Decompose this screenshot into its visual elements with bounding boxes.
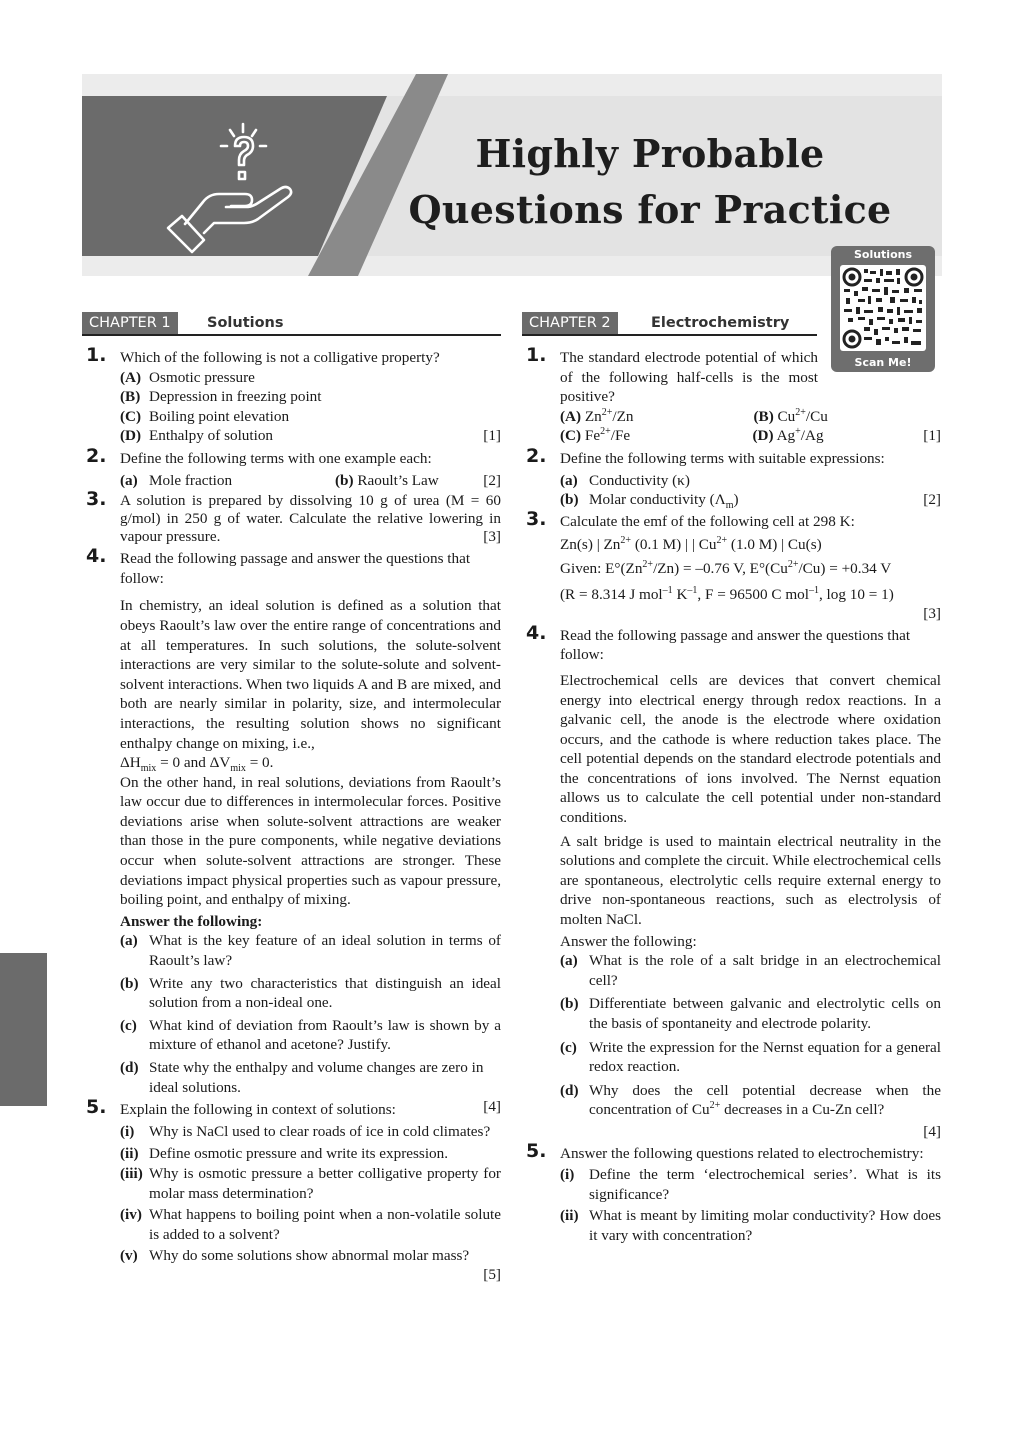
term-b xyxy=(335,471,439,491)
term-text: ) xyxy=(733,491,739,509)
text-part: /Cu) = +0.34 V xyxy=(798,559,892,577)
question-number: 2. xyxy=(526,444,547,467)
qr-label-top: Solutions xyxy=(853,248,913,261)
sub-question-b xyxy=(120,974,501,1013)
sub-label: (a) xyxy=(560,952,578,970)
passage-paragraph-1: In chemistry, an ideal solution is defined as a solution that obeys Raoult’s law over the entire range of concentrations and at all temperatures. In such solutions, the solute-solvent interactions are very similar to the solute-solute and solvent-solvent interactions. When two liquids A and B are mixed, and both are nearly similar in polarity, size, and intermolecular interactions, the resulting solution shows no significant enthalpy change on mixing, i.e., xyxy=(120,597,501,752)
question-text: A solution is prepared by dissolving 10 g of urea (M = 60 g/mol) in 250 g of water. Calculate the relative lowering in vapour pressure. xyxy=(120,492,501,546)
option-d xyxy=(120,426,501,446)
sub-question-i xyxy=(120,1122,501,1142)
sub-text: Differentiate between galvanic and electrolytic cells on the basis of spontaneity and electrode polarity. xyxy=(589,995,941,1032)
superscript: + xyxy=(795,426,801,438)
sub-question-iii xyxy=(120,1164,501,1203)
superscript: –1 xyxy=(808,584,819,596)
sub-question-i xyxy=(560,1165,941,1204)
option-c xyxy=(560,426,749,446)
constants xyxy=(560,585,941,605)
option-text: /Zn xyxy=(612,407,634,425)
sub-text: What is the key feature of an ideal solution in terms of Raoult’s law? xyxy=(149,932,501,970)
chapter-2-name: Electrochemistry xyxy=(651,315,790,331)
superscript: 2+ xyxy=(787,558,799,570)
term-label: (b) xyxy=(335,471,354,489)
question-4 xyxy=(526,621,941,1142)
side-thumb-tab xyxy=(0,953,47,1106)
option-text: /Fe xyxy=(610,427,631,445)
sub-question-v xyxy=(120,1246,501,1284)
question-text: Define the following terms with one example each: xyxy=(120,449,432,467)
chapter-1-header xyxy=(82,312,501,336)
question-text: Read the following passage and answer the questions that follow: xyxy=(120,550,471,587)
option-label: (A) xyxy=(120,368,142,386)
option-label: (D) xyxy=(120,427,142,445)
sub-text: What happens to boiling point when a non-volatile solute is added to a solvent? xyxy=(149,1206,501,1243)
question-5 xyxy=(86,1096,501,1284)
question-number: 1. xyxy=(526,344,547,366)
question-text: Define the following terms with suitable expressions: xyxy=(560,449,885,467)
sub-text: Write any two characteristics that distinguish an ideal solution from a non-ideal one. xyxy=(149,974,501,1012)
chapter-1-questions xyxy=(86,344,501,1285)
sub-question-a xyxy=(560,951,941,990)
cell-notation xyxy=(560,535,941,555)
sub-text: State why the enthalpy and volume changes are zero in ideal solutions. xyxy=(149,1059,484,1096)
option-c xyxy=(120,407,501,427)
superscript: 2+ xyxy=(642,558,654,570)
option-b xyxy=(748,407,942,427)
sub-label: (iii) xyxy=(120,1164,143,1182)
sub-label: (d) xyxy=(560,1081,579,1099)
question-number: 5. xyxy=(86,1096,107,1119)
option-d xyxy=(749,426,942,446)
sub-question-d xyxy=(560,1081,941,1120)
sub-text: Write the expression for the Nernst equation for a general redox reaction. xyxy=(589,1038,941,1076)
text-part: (0.1 M) | | Cu xyxy=(631,536,717,554)
marks: [3] xyxy=(923,605,941,623)
chapter-2-header xyxy=(522,312,817,336)
sub-text: Define the term ‘electrochemical series’. What is its significance? xyxy=(589,1166,941,1203)
option-label: (B) xyxy=(120,388,141,406)
title-line-1: Highly Probable xyxy=(475,131,825,176)
option-label: (A) xyxy=(560,407,582,425)
sub-label: (a) xyxy=(120,932,138,950)
option-text: Ag xyxy=(776,427,796,445)
sub-label: (b) xyxy=(560,995,579,1013)
qr-label-bottom: Scan Me! xyxy=(854,356,912,369)
sub-text: What kind of deviation from Raoult’s law is shown by a mixture of ethanol and acetone? Justify. xyxy=(149,1016,501,1054)
subscript: m xyxy=(725,500,734,512)
text-part: /Zn) = –0.76 V, E°(Cu xyxy=(653,559,788,577)
sub-question-ii xyxy=(560,1206,941,1245)
question-2 xyxy=(526,444,941,512)
option-text: Depression in freezing point xyxy=(149,388,322,406)
question-1 xyxy=(526,344,941,446)
term-label: (a) xyxy=(560,471,578,489)
question-text: Which of the following is not a colligative property? xyxy=(120,349,440,366)
marks: [2] xyxy=(923,491,941,509)
marks: [2] xyxy=(483,471,501,489)
term-text: Mole fraction xyxy=(149,471,233,489)
term-a xyxy=(560,471,941,491)
options-row-2 xyxy=(560,426,941,446)
page-title xyxy=(400,126,900,238)
sub-label: (b) xyxy=(120,974,139,992)
term-b xyxy=(560,490,941,510)
term-text: Molar conductivity (Λ xyxy=(589,491,726,509)
term-text: Raoult’s Law xyxy=(357,471,439,489)
marks: [1] xyxy=(923,427,941,445)
chapter-1-name: Solutions xyxy=(207,315,284,331)
sub-text: Why is NaCl used to clear roads of ice in cold climates? xyxy=(149,1122,491,1140)
sub-label: (v) xyxy=(120,1247,138,1265)
options-row-1 xyxy=(560,407,941,427)
text-part: (1.0 M) | Cu(s) xyxy=(727,536,822,554)
text-part: , log 10 = 1) xyxy=(818,585,894,603)
option-label: (D) xyxy=(752,427,774,445)
sub-label: (c) xyxy=(120,1016,137,1034)
question-text: Read the following passage and answer the questions that follow: xyxy=(560,626,911,664)
sub-label: (ii) xyxy=(560,1207,579,1225)
answer-heading: Answer the following: xyxy=(120,912,263,930)
given-values xyxy=(560,559,941,579)
sub-text: Why is osmotic pressure a better colligative property for molar mass determination? xyxy=(149,1164,501,1202)
option-text: Zn xyxy=(584,407,602,425)
question-number: 1. xyxy=(86,344,107,366)
sub-question-iv xyxy=(120,1205,501,1244)
term-text: Conductivity (κ) xyxy=(589,471,690,489)
sub-label: (iv) xyxy=(120,1206,142,1224)
question-text: Calculate the emf of the following cell at 298 K: xyxy=(560,512,855,530)
option-text: Enthalpy of solution xyxy=(149,427,274,445)
title-line-2: Questions for Practice xyxy=(408,187,892,232)
superscript: 2+ xyxy=(601,406,613,418)
passage-equation xyxy=(120,753,501,773)
option-label: (C) xyxy=(560,427,582,445)
question-text: Answer the following questions related to electrochemistry: xyxy=(560,1144,924,1162)
passage-paragraph-2: A salt bridge is used to maintain electrical neutrality in the solutions and complete the circuit. While electrochemical cells are spontaneous, electrolytic cells require external energy to drive non-spontaneous reactions, such as electrolysis of molten NaCl. xyxy=(560,832,941,929)
eq-subscript: mix xyxy=(140,763,157,775)
option-text: /Ag xyxy=(800,427,824,445)
question-3 xyxy=(86,488,501,546)
chapter-1-number: CHAPTER 1 xyxy=(82,312,178,334)
qr-code-icon xyxy=(840,265,926,351)
question-number: 4. xyxy=(526,621,547,644)
question-text: Explain the following in context of solutions: xyxy=(120,1101,396,1119)
eq-part: ΔH xyxy=(120,754,141,772)
marks: [3] xyxy=(483,528,501,546)
eq-part: = 0 and ΔV xyxy=(156,754,231,772)
question-1 xyxy=(86,344,501,446)
chapter-2-questions xyxy=(526,344,941,1246)
sub-question-c xyxy=(560,1038,941,1077)
superscript: –1 xyxy=(687,584,698,596)
superscript: –1 xyxy=(662,584,673,596)
option-text: Fe xyxy=(584,427,601,445)
sub-question-c xyxy=(120,1016,501,1055)
eq-subscript: mix xyxy=(230,763,246,775)
marks: [5] xyxy=(483,1266,501,1284)
sub-label: (i) xyxy=(120,1122,135,1140)
option-b xyxy=(120,387,501,407)
question-text: The standard electrode potential of which of the following half-cells is the most positive? xyxy=(560,349,818,406)
sub-label: (i) xyxy=(560,1166,575,1184)
sub-text: Why do some solutions show abnormal molar mass? xyxy=(149,1247,470,1265)
marks: [4] xyxy=(483,1097,501,1115)
superscript: 2+ xyxy=(600,426,611,438)
superscript: 2+ xyxy=(620,535,632,547)
option-a xyxy=(560,407,748,427)
passage-paragraph-2: On the other hand, in real solutions, deviations from Raoult’s law occur due to differences in intermolecular forces. Positive deviations arise when solute-solvent attractions are weaker than those in the pure components, while negative deviations occur when solute-solvent attractions are stronger. These deviations impact physical properties such as vapour pressure, boiling point, and enthalpy of mixing. xyxy=(120,773,501,909)
sub-label: (c) xyxy=(560,1038,577,1056)
option-label: (C) xyxy=(120,407,142,425)
text-part: Zn(s) | Zn xyxy=(560,536,621,554)
term-label: (b) xyxy=(560,491,579,509)
question-number: 2. xyxy=(86,444,107,467)
marks: [4] xyxy=(923,1122,941,1140)
question-5 xyxy=(526,1139,941,1246)
chapter-2-number: CHAPTER 2 xyxy=(522,312,618,334)
sub-label: (d) xyxy=(120,1059,139,1076)
sub-text: Define osmotic pressure and write its expression. xyxy=(149,1145,449,1163)
term-a xyxy=(120,471,329,491)
passage-paragraph-1: Electrochemical cells are devices that convert chemical energy into electrical energy through redox reactions. In a galvanic cell, the anode is the electrode where oxidation occurs, and the cathode is where reduction takes place. The cell potential depends on the standard electrode potentials and the concentrations of ions involved. The Nernst equation allows us to calculate the cell potential under non-standard conditions. xyxy=(560,671,941,827)
text-part: K xyxy=(672,585,688,603)
text-part: Given: E°(Zn xyxy=(560,559,643,577)
answer-heading: Answer the following: xyxy=(560,932,697,950)
superscript: 2+ xyxy=(716,535,728,547)
option-text: Cu xyxy=(777,407,796,425)
sub-question-ii xyxy=(120,1144,501,1164)
marks: [1] xyxy=(483,427,501,445)
sub-text: decreases in a Cu-Zn cell? xyxy=(720,1101,885,1119)
question-3 xyxy=(526,507,941,624)
eq-part: = 0. xyxy=(245,754,274,772)
question-number: 3. xyxy=(526,507,547,530)
option-text: /Cu xyxy=(805,407,828,425)
text-part: (R = 8.314 J mol xyxy=(560,585,663,603)
term-label: (a) xyxy=(120,471,138,489)
sub-text: Why does the cell potential decrease when the concentration of Cu xyxy=(589,1081,941,1119)
option-text: Osmotic pressure xyxy=(149,368,255,386)
sub-question-a xyxy=(120,931,501,970)
question-number: 3. xyxy=(86,488,107,511)
option-label: (B) xyxy=(753,407,774,425)
question-number: 5. xyxy=(526,1139,547,1162)
superscript: 2+ xyxy=(709,1100,721,1112)
text-part: , F = 96500 C mol xyxy=(697,585,809,603)
question-2 xyxy=(86,444,501,490)
sub-text: What is meant by limiting molar conductivity? How does it vary with concentration? xyxy=(589,1207,941,1244)
sub-question-b xyxy=(560,994,941,1033)
sub-label: (ii) xyxy=(120,1145,139,1163)
option-text: Boiling point elevation xyxy=(149,407,290,425)
question-number: 4. xyxy=(86,545,107,568)
option-a xyxy=(120,368,501,388)
sub-text: What is the role of a salt bridge in an electrochemical cell? xyxy=(589,952,941,989)
superscript: 2+ xyxy=(795,406,806,418)
